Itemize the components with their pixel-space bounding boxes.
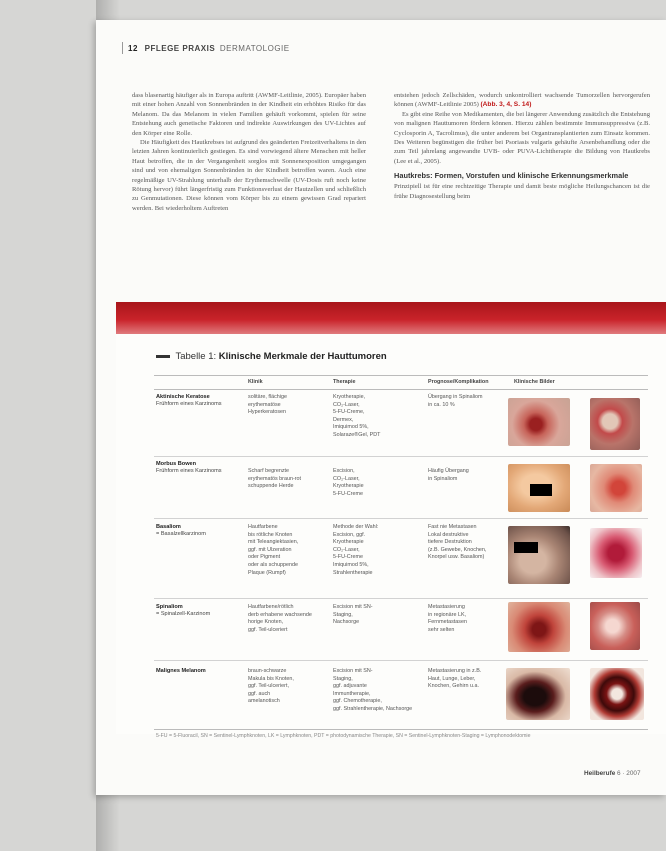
clinical-photo — [506, 668, 570, 720]
klinik-cell: Hautfarbene/rötlich derb erhabene wachsende horige Knoten, ggf. Teil-ulceriert — [248, 604, 312, 633]
table-rule — [154, 389, 648, 390]
klinik-cell: Hautfarbene bis rötliche Knoten mit Teleangiektasien, ggf. mit Ulzeration oder Pigment oder als schuppende Plaque (Rumpf) — [248, 524, 299, 576]
section-title: PFLEGE PRAXIS — [144, 44, 216, 53]
clinical-photo — [508, 464, 570, 512]
row-divider — [154, 518, 648, 519]
table-row: Basaliom = Basalzellkarzinom — [156, 524, 206, 538]
privacy-bar — [530, 484, 552, 496]
row-divider — [154, 598, 648, 599]
table-header-band — [116, 302, 666, 334]
col-header-bilder: Klinische Bilder — [514, 379, 555, 385]
page-footer — [584, 770, 641, 777]
therapie-cell: Excision mit SN- Staging, ggf. adjuvante Immuntherapie, ggf. Chemotherapie, ggf. Strahlentherapie, Nachsorge — [333, 668, 413, 712]
klinik-cell: braun-schwarze Makula bis Knoten, ggf. Teil-ulceriert, ggf. auch amelanotisch — [248, 668, 294, 705]
clinical-photo — [590, 602, 640, 650]
prognose-cell: Fast nie Metastasen Lokal destruktive tiefere Destruktion (z.B. Gewebe, Knochen, Knorpel usw. Basaliom) — [428, 524, 487, 561]
paragraph: Die Häufigkeit des Hautkrebses ist aufgrund des geänderten Freizeitverhaltens in den letzten Jahren kontinuierlich gestiegen. Es sind vorwiegend ältere Menschen mit heller Haut betroffen, die in der Vergangenheit sorglos mit Sonnenexposition umgegangen sind und von ehemaligen Sonnenbränden in der Kindheit betroffen waren. Auch eine regelmäßige UV-Strahlung unterhalb der Erythemschwelle (UV-Dosis ruft noch keine Rötung hervor) führt längerfristig zum Funktionsverlust der Hautzellen und schließlich zu Genmutationen. Diese können vom Körper bis zu einem gewissen Grad repariert werden. Bei wiederholtem Auftreten — [132, 139, 366, 212]
klinik-cell: Scharf begrenzte erythematös braun-rot schuppende Herde — [248, 468, 302, 490]
table-row: Aktinische Keratose Frühform eines Karzinoms — [156, 394, 222, 408]
therapie-cell: Kryotherapie, CO₂-Laser, 5-FU-Creme, Dermex, Imiquimod 5%, Solaraze®Gel, PDT — [333, 394, 381, 438]
table-row: Morbus Bowen Frühform eines Karzinoms — [156, 461, 222, 475]
row-divider — [154, 456, 648, 457]
row-divider — [154, 660, 648, 661]
table-row: Spinaliom = Spinalzell-Karzinom — [156, 604, 211, 618]
clinical-photo — [590, 398, 640, 450]
clinical-photo — [590, 464, 642, 512]
clinical-photo — [508, 602, 570, 652]
prognose-cell: Metastasierung in z.B. Haut, Lunge, Leber, Knochen, Gehirn u.a. — [428, 668, 482, 690]
clinical-photo — [590, 668, 644, 720]
table-row: Malignes Melanom — [156, 668, 206, 674]
section-heading: Hautkrebs: Formen, Vorstufen und klinische Erkennungsmerkmale — [394, 171, 629, 181]
paragraph: Prinzipiell ist für eine rechtzeitige Therapie und damit beste mögliche Heilungschancen ist die frühe Diagnosestellung beim — [394, 183, 650, 200]
table-rule — [154, 375, 648, 376]
right-text-column — [394, 91, 650, 201]
page-header — [128, 44, 290, 53]
paragraph: entstehen jedoch Zellschäden, wodurch unkontrolliert wachsende Tumorzellen hervorgerufen können (AWMF-Leitlinie 2005) (Abb. 3, 4, S. 14) — [394, 92, 650, 109]
prognose-cell: Metastasierung in regionäre LK, Fernmetastasen sehr selten — [428, 604, 467, 633]
table-footnote: 5-FU = 5-Fluoracil, SN = Sentinel-Lymphknoten, LK = Lymphknoten, PDT = photodynamische Therapie, SN = Sentinel-Lymphknoten-Staging = Lymphonodektomie — [156, 733, 531, 739]
privacy-bar — [514, 542, 538, 553]
paragraph: dass blasenartig häufiger als in Europa auftritt (AWMF-Leitlinie, 2005). Europäer haben mit einer hohen Anzahl von Sonnenbränden in der Kindheit ein erhöhtes Risiko für das Melanom. Da das Melanom in vielen Familien gehäuft vorkommt, spielen für seine Entstehung auch genetische Faktoren und indirekte Auswirkungen des UV-Lichtes auf den Körper eine Rolle. — [132, 92, 366, 137]
table-title — [156, 351, 387, 362]
therapie-cell: Methode der Wahl: Excision, ggf. Kryotherapie CO₂-Laser, 5-FU-Creme Imiquimod 5%, Strahlentherapie — [333, 524, 379, 576]
prognose-cell: Übergang in Spinaliom in ca. 10 % — [428, 394, 483, 408]
left-text-column — [132, 91, 366, 213]
subsection-title: DERMATOLOGIE — [219, 44, 290, 53]
clinical-photo — [508, 526, 570, 584]
table-title-text: Klinische Merkmale der Hauttumoren — [218, 351, 387, 362]
table-rule — [154, 729, 648, 730]
therapie-cell: Excision mit SN- Staging, Nachsorge — [333, 604, 373, 626]
table-title-prefix: Tabelle 1: — [175, 351, 217, 362]
title-dash — [156, 355, 170, 358]
klinik-cell: solitäre, flächige erythematöse Hyperkeratosen — [248, 394, 287, 416]
clinical-photo — [590, 528, 642, 578]
col-header-klinik: Klinik — [248, 379, 263, 385]
issue-number: 6 · 2007 — [617, 770, 641, 777]
journal-name: Heilberufe — [584, 770, 616, 777]
prognose-cell: Häufig Übergang in Spinaliom — [428, 468, 469, 482]
page-number: 12 — [128, 44, 138, 53]
clinical-photo — [508, 398, 570, 446]
therapie-cell: Excision, CO₂-Laser, Kryotherapie 5-FU-Creme — [333, 468, 364, 497]
col-header-therapie: Therapie — [333, 379, 356, 385]
col-header-prognose: Prognose/Komplikation — [428, 379, 489, 385]
paragraph: Es gibt eine Reihe von Medikamenten, die bei längerer Anwendung zusätzlich die Entstehung von malignen Hauttumoren fördern können. Hierzu zählen bestimmte Immunsuppressiva (z.B. Cyclosporin A, Tacrolimus), die unter anderem bei Organtransplantierten zum Einsatz kommen. Des Weiteren begünstigen die früher bei Psoriasis vulgaris gehäufte Arsenbehandlung oder die zum Teil jahrelang angewandte UVB- oder PUVA-Lichttherapie die Bildung von Hautkrebs (Lee et al., 2005). — [394, 110, 650, 165]
figure-reference: (Abb. 3, 4, S. 14) — [480, 101, 532, 109]
